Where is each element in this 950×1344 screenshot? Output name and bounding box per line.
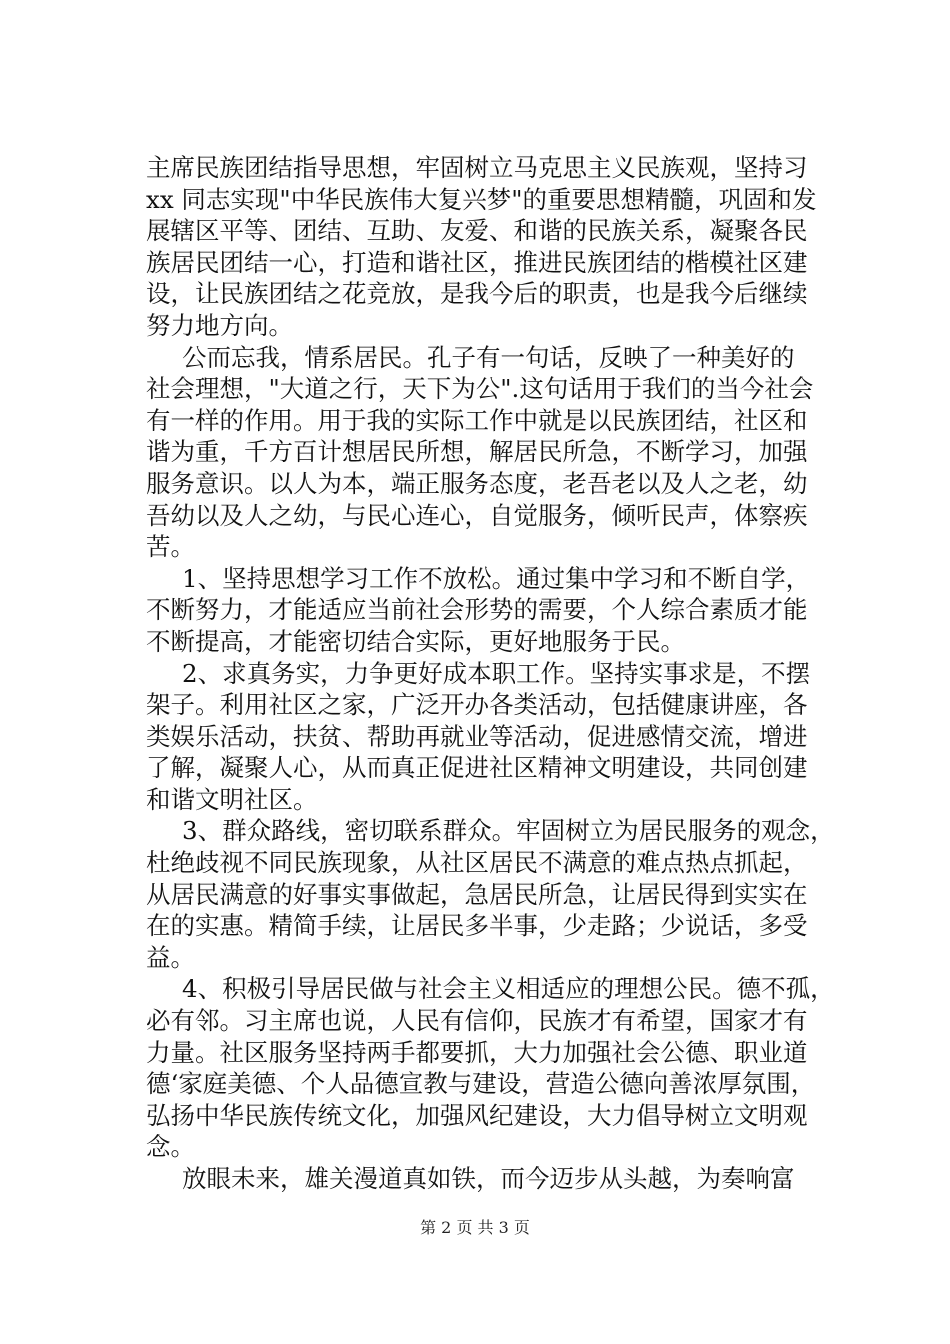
text-line: 从居民满意的好事实事做起，急居民所急，让居民得到实实在 bbox=[146, 879, 808, 909]
text-line: 有一样的作用。用于我的实际工作中就是以民族团结，社区和 bbox=[146, 405, 808, 435]
text-line: 在的实惠。精简手续，让居民多半事，少走路；少说话，多受 bbox=[146, 911, 808, 941]
text-line: 吾幼以及人之幼，与民心连心，自觉服务，倾听民声，体察疾 bbox=[146, 500, 808, 530]
text-line: 架子。利用社区之家，广泛开办各类活动，包括健康讲座，各 bbox=[146, 690, 808, 720]
text-line: 3、群众路线，密切联系群众。牢固树立为居民服务的观念， bbox=[182, 816, 835, 846]
text-line: 族居民团结一心，打造和谐社区，推进民族团结的楷模社区建 bbox=[146, 247, 808, 277]
text-line: 1、坚持思想学习工作不放松。通过集中学习和不断自学， bbox=[182, 563, 811, 593]
text-line: xx 同志实现"中华民族伟大复兴梦"的重要思想精髓，巩固和发 bbox=[146, 184, 817, 214]
text-line: 谐为重，千方百计想居民所想，解居民所急，不断学习，加强 bbox=[146, 437, 808, 467]
text-line: 设，让民族团结之花竞放，是我今后的职责，也是我今后继续 bbox=[146, 279, 808, 309]
text-line: 德‘家庭美德、个人品德宣教与建设，营造公德向善浓厚氛围， bbox=[146, 1069, 816, 1099]
text-line: 放眼未来，雄关漫道真如铁，而今迈步从头越，为奏响富 bbox=[182, 1164, 795, 1193]
text-line: 苦。 bbox=[146, 532, 195, 562]
text-line: 和谐文明社区。 bbox=[146, 784, 318, 814]
text-line: 杜绝歧视不同民族现象，从社区居民不满意的难点热点抓起， bbox=[146, 848, 808, 878]
text-line: 4、积极引导居民做与社会主义相适应的理想公民。德不孤， bbox=[182, 974, 835, 1004]
text-line: 了解，凝聚人心，从而真正促进社区精神文明建设，共同创建 bbox=[146, 753, 808, 783]
text-line: 弘扬中华民族传统文化，加强风纪建设，大力倡导树立文明观 bbox=[146, 1100, 808, 1130]
text-line: 主席民族团结指导思想，牢固树立马克思主义民族观，坚持习 bbox=[146, 153, 808, 182]
text-line: 类娱乐活动，扶贫、帮助再就业等活动，促进感情交流，增进 bbox=[146, 721, 808, 751]
text-line: 2、求真务实，力争更好成本职工作。坚持实事求是，不摆 bbox=[182, 658, 811, 688]
text-line: 念。 bbox=[146, 1132, 195, 1162]
text-line: 益。 bbox=[146, 942, 195, 972]
text-line: 展辖区平等、团结、互助、友爱、和谐的民族关系，凝聚各民 bbox=[146, 216, 808, 246]
text-line: 公而忘我，情系居民。孔子有一句话，反映了一种美好的 bbox=[182, 342, 795, 372]
document-body bbox=[146, 152, 846, 1195]
text-line: 服务意识。以人为本，端正服务态度，老吾老以及人之老，幼 bbox=[146, 468, 808, 498]
text-line: 社会理想，"大道之行，天下为公".这句话用于我们的当今社会 bbox=[146, 374, 814, 404]
text-line: 必有邻。习主席也说，人民有信仰，民族才有希望，国家才有 bbox=[146, 1006, 808, 1036]
page-footer: 第 2 页 共 3 页 bbox=[420, 1218, 530, 1237]
text-line: 力量。社区服务坚持两手都要抓，大力加强社会公德、职业道 bbox=[146, 1037, 808, 1067]
text-line: 努力地方向。 bbox=[146, 310, 293, 340]
text-line: 不断提高，才能密切结合实际，更好地服务于民。 bbox=[146, 626, 685, 656]
text-line: 不断努力，才能适应当前社会形势的需要，个人综合素质才能 bbox=[146, 595, 808, 625]
